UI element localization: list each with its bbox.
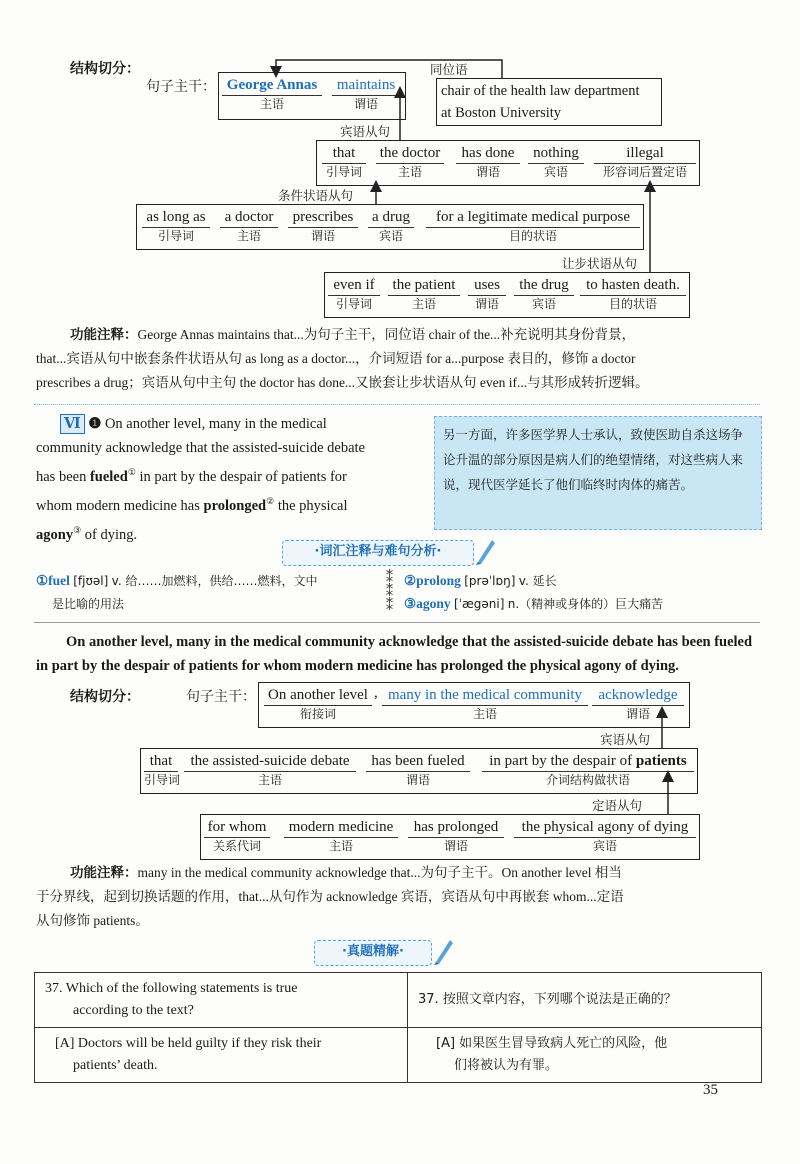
conc-seg-5: to hasten death. 目的状语 [580,276,686,313]
conc-seg-1: even if 引导词 [328,276,380,313]
func-note-2-line2: 于分界线，起到切换话题的作用，that...从句作为 acknowledge 宾语，宾语从句中再嵌套 whom...定语 [36,889,624,904]
obj-seg-5: illegal 形容词后置定语 [594,144,696,181]
section-numeral: Ⅵ [60,414,85,434]
func-note-1-line2: that...宾语从句中嵌套条件状语从句 as long as a doctor...，介词短语 for a...purpose 表目的，修饰 a doctor [36,351,636,366]
obj-seg-1: that 引导词 [322,144,366,181]
cond-seg-3: prescribes 谓语 [288,208,358,245]
vocab-entry-fuel-line2: 是比喻的用法 [52,597,125,611]
question-en: 37. Which of the following statements is true according to the text? [35,973,408,1028]
exam-header: ·真题精解· [314,940,432,966]
object-clause-label-2: 宾语从句 [600,732,651,747]
attr-seg-2: modern medicine 主语 [284,818,398,855]
cond-seg-2: a doctor 主语 [220,208,278,245]
func-note-1-line3: prescribes a drug；宾语从句中主句 the doctor has done...又嵌套让步状语从句 even if...与其形成转折逻辑。 [36,375,649,390]
question-cn: 37. 按照文章内容，下列哪个说法是正确的？ [408,973,762,1028]
obj-seg-3: has done 谓语 [456,144,520,181]
pen-icon-2 [432,936,454,966]
vocab-header: ·词汇注释与难句分析· [282,540,474,566]
exam-table [34,972,762,1083]
attr-seg-1: for whom 关系代词 [204,818,270,855]
verb-text: maintains [332,76,400,96]
passage-text: Ⅵ ❶ On another level, many in the medical community acknowledge that the assisted-suicide debate has been fueled① in part by the despair of patients for whom modern medicine has prolonged② the physical agony③ of dying. [36,412,422,546]
main-clause-label: 句子主干： [146,79,216,95]
obj2-seg-4: in part by the despair of patients 介词结构做状语 [482,752,694,789]
cond-seg-4: a drug 宾语 [368,208,414,245]
main-clause-label-2: 句子主干： [186,689,256,705]
vocab-entry-prolong: ②prolong [prəˈlɒŋ] v. 延长 [404,573,557,588]
answer-a-cn: [A] 如果医生冒导致病人死亡的风险，他 们将被认为有罪。 [408,1028,762,1083]
vocab-separator: ⁑ ⁑ ⁑ [386,571,393,614]
answer-row-a [35,1028,762,1083]
main2-seg-1: On another level 衔接词 [264,686,372,723]
attributive-label: 定语从句 [592,798,643,813]
obj2-seg-2: the assisted-suicide debate 主语 [184,752,356,789]
translation-box: 另一方面，许多医学界人士承认，致使医助自杀这场争论升温的部分原因是病人们的绝望情绪，对这些病人来说，现代医学延长了他们临终时肉体的痛苦。 [434,416,762,530]
passage-line-1: Ⅵ ❶ On another level, many in the medical [36,412,422,436]
obj2-seg-3: has been fueled 谓语 [366,752,470,789]
appositive-line1: chair of the health law department [441,83,640,99]
vocab-entry-agony: ③agony [ˈægəni] n.（精神或身体的）巨大痛苦 [404,596,664,611]
subject-role: 主语 [259,97,284,111]
attr-seg-4: the physical agony of dying 宾语 [514,818,696,855]
answer-a-en: [A] Doctors will be held guilty if they risk their patients’ death. [35,1028,408,1083]
attr-seg-3: has prolonged 谓语 [408,818,504,855]
cond-seg-5: for a legitimate medical purpose 目的状语 [426,208,640,245]
key-sentence: On another level, many in the medical community acknowledge that the assisted-suicide debate has been fueled in part by the despair of patients for whom modern medicine has prolonged the physical agony of dying. [36,634,753,674]
structure-label: 结构切分： [70,61,140,77]
appositive-label: 同位语 [430,62,468,77]
appositive-line2: at Boston University [441,105,562,121]
object-clause-label: 宾语从句 [340,124,391,139]
main2-comma: , [374,685,378,701]
func-note-2-line3: 从句修饰 patients。 [36,913,149,928]
conc-seg-2: the patient 主语 [388,276,460,313]
condition-label: 条件状语从句 [278,188,354,203]
func-note-1: 功能注释：George Annas maintains that...为句子主干，同位语 chair of the...补充说明其身份背景， [70,327,636,343]
question-row [35,973,762,1028]
cond-seg-1: as long as 引导词 [142,208,210,245]
conc-seg-4: the drug 宾语 [514,276,574,313]
main2-seg-2: many in the medical community 主语 [382,686,588,723]
obj-seg-2: the doctor 主语 [376,144,444,181]
conc-seg-3: uses 谓语 [468,276,506,313]
obj2-seg-1: that 引导词 [144,753,181,787]
page-number: 35 [703,1082,718,1098]
verb-role: 谓语 [353,97,378,111]
structure-label-2: 结构切分： [70,689,140,705]
main2-seg-3: acknowledge 谓语 [592,686,684,723]
vocab-entry-fuel: ①fuel [fjʊəl] v. 给……加燃料，供给……燃料，文中 [36,573,318,588]
func-note-2: 功能注释：many in the medical community acknowledge that...为句子主干。On another level 相当 [70,865,622,881]
concession-label: 让步状语从句 [562,256,638,271]
sentence-number: ❶ [88,416,102,432]
obj-seg-4: nothing 宾语 [528,144,584,181]
subject-text: George Annas [222,76,322,96]
